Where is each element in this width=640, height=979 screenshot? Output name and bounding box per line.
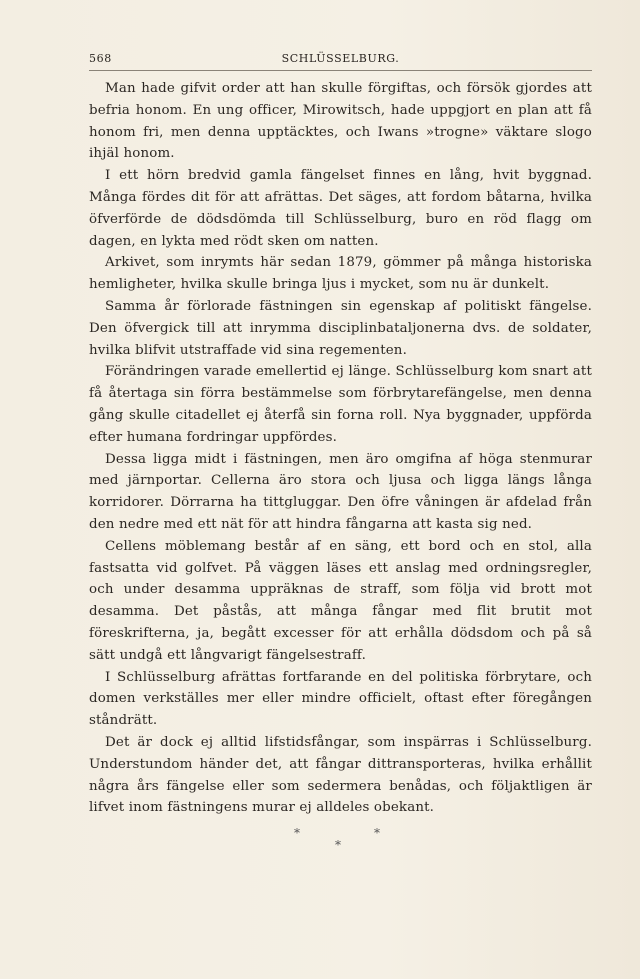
paragraph: Förändringen varade emellertid ej länge. Schlüsselburg kom snart att få återtaga sin förra bestämmelse som förbrytarefängelse, men denna gång skulle citadellet ej återfå sin forna roll. Nya byggnader, uppförda efter humana fordringar uppfördes.: [89, 364, 592, 445]
page-number: 568: [89, 52, 112, 65]
paragraph: Man hade gifvit order att han skulle förgiftas, och försök gjordes att befria honom. En ung officer, Mirowitsch, hade uppgjort en plan att få honom fri, men denna upptäcktes, och Iwans »trogne» väktare slogo ihjäl honom.: [89, 81, 592, 162]
section-break: [0, 826, 640, 856]
paragraph: Samma år förlorade fästningen sin egenskap af politiskt fängelse. Den öfvergick till att inrymma disciplinbataljonerna dvs. de soldater, hvilka blifvit utstraffade vid sina regementen.: [89, 298, 592, 358]
running-title: SCHLÜSSELBURG.: [281, 52, 400, 65]
body-text: [89, 78, 592, 819]
paragraph: Cellens möblemang består af en säng, ett bord och en stol, alla fastsatta vid golfvet. På väggen läses ett anslag med ordningsregler, och under desamma uppräknas de straff, som följa vid brott mot desamma. Det påstås, att många fångar med flit brutit mot föreskrifterna, ja, begått excesser för att erhålla dödsdom och på så sätt undgå ett långvarigt fängelsestraff.: [89, 538, 592, 663]
asterisk-ornament: *: [294, 826, 300, 840]
paragraph: Arkivet, som inrymts här sedan 1879, gömmer på många historiska hemligheter, hvilka skulle bringa ljus i mycket, som nu är dunkelt.: [89, 255, 592, 293]
paragraph: I ett hörn bredvid gamla fängelset finnes en lång, hvit byggnad. Många fördes dit för att afrättas. Det säges, att fordom båtarna, hvilka öfverförde de dödsdömda till Schlüsselburg, buro en röd flagg om dagen, en lykta med rödt sken om natten.: [89, 168, 592, 249]
header-rule: [89, 70, 592, 71]
paragraph: Det är dock ej alltid lifstidsfångar, som inspärras i Schlüsselburg. Understundom händer det, att fångar dittransporteras, hvilka erhållit några års fängelse eller som sedermera benådas, och följaktligen är lifvet inom fästningens murar ej alldeles obekant.: [89, 734, 592, 816]
asterisk-ornament: *: [335, 838, 341, 852]
paragraph: I Schlüsselburg afrättas fortfarande en del politiska förbrytare, och domen verkställes mer eller mindre officielt, oftast efter föregången ståndrätt.: [89, 669, 592, 729]
running-header: [89, 52, 592, 72]
paragraph: Dessa ligga midt i fästningen, men äro omgifna af höga stenmurar med järnportar. Cellerna äro stora och ljusa och ligga längs långa korridorer. Dörrarna ha tittgluggar. Den öfre våningen är afdelad från den nedre med ett nät för att hindra fångarna att kasta sig ned.: [89, 451, 592, 532]
asterisk-ornament: *: [374, 826, 380, 840]
